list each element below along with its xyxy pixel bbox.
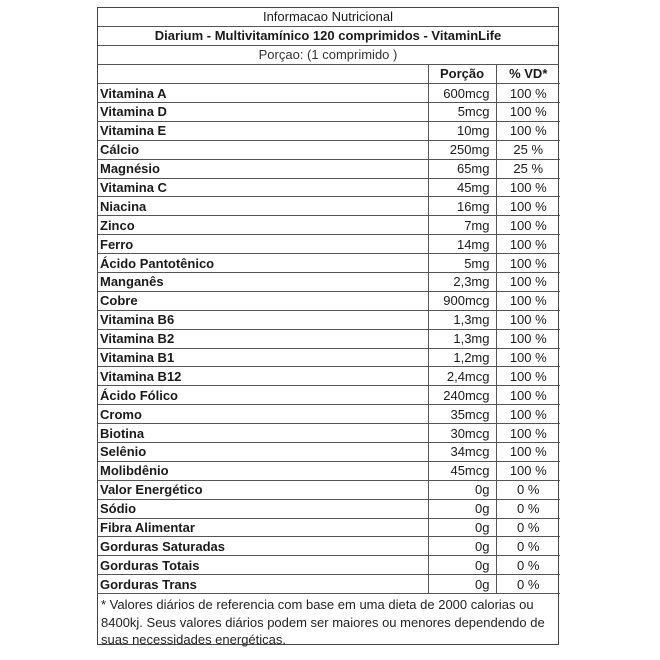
nutrient-amount: 45mcg (428, 461, 496, 480)
nutrition-title: Informacao Nutricional (98, 8, 558, 27)
nutrient-amount: 5mcg (428, 102, 496, 121)
table-row (98, 235, 560, 254)
nutrient-vd: 0 % (496, 556, 560, 575)
nutrient-amount: 65mg (428, 159, 496, 178)
nutrient-vd: 100 % (496, 424, 560, 443)
nutrient-vd: 100 % (496, 442, 560, 461)
nutrient-amount: 600mcg (428, 84, 496, 103)
nutrient-amount: 35mcg (428, 405, 496, 424)
nutrient-vd: 100 % (496, 291, 560, 310)
nutrient-name: Biotina (98, 424, 428, 443)
nutrient-amount: 240mcg (428, 386, 496, 405)
portion-column-header: Porção (428, 65, 496, 84)
nutrient-name: Cobre (98, 291, 428, 310)
table-row (98, 537, 560, 556)
table-row (98, 178, 560, 197)
table-row (98, 254, 560, 273)
nutrient-amount: 45mg (428, 178, 496, 197)
table-row (98, 480, 560, 499)
table-row (98, 102, 560, 121)
nutrient-name: Gorduras Trans (98, 575, 428, 594)
nutrient-vd: 100 % (496, 348, 560, 367)
nutrient-name: Ácido Pantotênico (98, 254, 428, 273)
nutrient-amount: 30mcg (428, 424, 496, 443)
nutrient-vd: 25 % (496, 140, 560, 159)
nutrient-name: Ferro (98, 235, 428, 254)
table-row (98, 442, 560, 461)
table-row (98, 518, 560, 537)
nutrient-amount: 1,3mg (428, 329, 496, 348)
table-row (98, 424, 560, 443)
nutrient-name: Selênio (98, 442, 428, 461)
nutrient-amount: 900mcg (428, 291, 496, 310)
nutrient-name: Gorduras Totais (98, 556, 428, 575)
table-row (98, 499, 560, 518)
nutrient-amount: 0g (428, 518, 496, 537)
nutrient-name: Vitamina A (98, 84, 428, 103)
table-row (98, 216, 560, 235)
footnote: * Valores diários de referencia com base em uma dieta de 2000 calorias ou 8400kj. Seus valores diários podem ser maiores ou menores dependendo de suas necessidades energéticas. (101, 597, 545, 648)
nutrient-vd: 100 % (496, 178, 560, 197)
table-row (98, 405, 560, 424)
vd-column-header: % VD* (496, 65, 560, 84)
nutrient-vd: 100 % (496, 272, 560, 291)
nutrient-name: Niacina (98, 197, 428, 216)
nutrition-table (98, 65, 560, 594)
table-row (98, 329, 560, 348)
nutrient-amount: 0g (428, 499, 496, 518)
nutrient-vd: 25 % (496, 159, 560, 178)
nutrient-amount: 1,2mg (428, 348, 496, 367)
nutrient-vd: 100 % (496, 367, 560, 386)
nutrient-vd: 0 % (496, 480, 560, 499)
nutrient-amount: 0g (428, 537, 496, 556)
nutrient-vd: 100 % (496, 197, 560, 216)
nutrient-amount: 2,4mcg (428, 367, 496, 386)
nutrient-amount: 1,3mg (428, 310, 496, 329)
serving-size: Porçao: (1 comprimido ) (98, 46, 558, 65)
nutrient-amount: 250mg (428, 140, 496, 159)
table-row (98, 84, 560, 103)
table-row (98, 367, 560, 386)
nutrient-name: Magnésio (98, 159, 428, 178)
nutrient-amount: 34mcg (428, 442, 496, 461)
nutrient-amount: 10mg (428, 121, 496, 140)
nutrient-vd: 100 % (496, 461, 560, 480)
nutrient-vd: 100 % (496, 405, 560, 424)
product-name: Diarium - Multivitamínico 120 comprimidos - VitaminLife (98, 27, 558, 46)
nutrient-vd: 100 % (496, 310, 560, 329)
nutrient-vd: 100 % (496, 254, 560, 273)
nutrient-name: Ácido Fólico (98, 386, 428, 405)
nutrient-name: Vitamina E (98, 121, 428, 140)
nutrient-amount: 14mg (428, 235, 496, 254)
nutrient-name: Valor Energético (98, 480, 428, 499)
table-row (98, 310, 560, 329)
nutrient-vd: 100 % (496, 121, 560, 140)
nutrient-amount: 0g (428, 575, 496, 594)
nutrient-name: Vitamina B6 (98, 310, 428, 329)
nutrient-amount: 0g (428, 480, 496, 499)
nutrient-name: Fibra Alimentar (98, 518, 428, 537)
nutrient-vd: 100 % (496, 84, 560, 103)
nutrient-name: Vitamina D (98, 102, 428, 121)
nutrient-name: Sódio (98, 499, 428, 518)
nutrient-vd: 0 % (496, 537, 560, 556)
nutrient-vd: 0 % (496, 499, 560, 518)
nutrient-vd: 0 % (496, 575, 560, 594)
table-row (98, 575, 560, 594)
nutrient-name: Zinco (98, 216, 428, 235)
table-row (98, 348, 560, 367)
table-row (98, 556, 560, 575)
nutrient-vd: 100 % (496, 329, 560, 348)
nutrient-vd: 100 % (496, 235, 560, 254)
nutrient-vd: 100 % (496, 216, 560, 235)
table-row (98, 461, 560, 480)
table-row (98, 272, 560, 291)
nutrient-vd: 100 % (496, 102, 560, 121)
nutrient-amount: 0g (428, 556, 496, 575)
nutrient-name: Vitamina B12 (98, 367, 428, 386)
nutrient-vd: 100 % (496, 386, 560, 405)
table-row (98, 159, 560, 178)
nutrient-vd: 0 % (496, 518, 560, 537)
nutrient-name: Manganês (98, 272, 428, 291)
table-row (98, 291, 560, 310)
table-row (98, 121, 560, 140)
nutrient-name: Cromo (98, 405, 428, 424)
nutrient-name: Cálcio (98, 140, 428, 159)
nutrient-name: Vitamina B1 (98, 348, 428, 367)
nutrient-name: Gorduras Saturadas (98, 537, 428, 556)
nutrient-amount: 16mg (428, 197, 496, 216)
nutrient-amount: 7mg (428, 216, 496, 235)
table-row (98, 140, 560, 159)
table-row (98, 197, 560, 216)
table-header-row (98, 65, 560, 84)
nutrient-name: Vitamina B2 (98, 329, 428, 348)
table-row (98, 386, 560, 405)
nutrient-amount: 2,3mg (428, 272, 496, 291)
nutrient-name: Molibdênio (98, 461, 428, 480)
nutrient-column-header (98, 65, 428, 84)
nutrient-amount: 5mg (428, 254, 496, 273)
nutrition-facts-panel (97, 7, 559, 648)
nutrient-name: Vitamina C (98, 178, 428, 197)
